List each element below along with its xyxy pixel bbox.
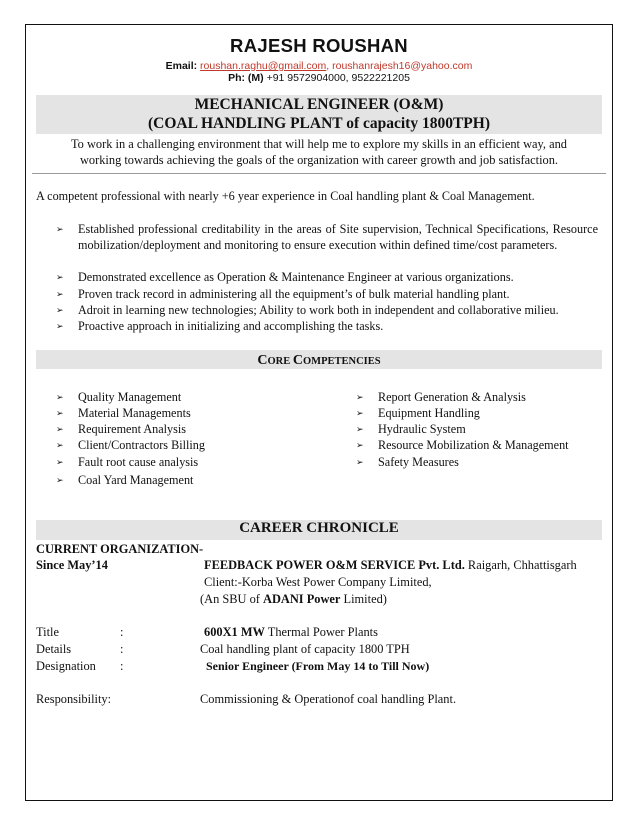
divider [32, 173, 606, 174]
title-line-1: MECHANICAL ENGINEER (O&M) [194, 96, 444, 113]
responsibility-label: Responsibility: [36, 692, 112, 706]
title-colon: : [120, 625, 124, 639]
candidate-name: RAJESH ROUSHAN [230, 35, 408, 56]
email-secondary[interactable]: roushanrajesh16@yahoo.com [332, 60, 473, 72]
competency-item: ➢ Equipment Handling [356, 406, 480, 420]
arrow-bullet-icon: ➢ [56, 458, 64, 468]
competency-item: ➢ Resource Mobilization & Management [356, 438, 569, 452]
arrow-bullet-icon: ➢ [56, 476, 64, 486]
phone-line [26, 72, 612, 84]
title-label: Title [36, 625, 59, 639]
email-label: Email: [165, 60, 198, 72]
current-org-label: CURRENT ORGANIZATION- [36, 542, 204, 556]
arrow-bullet-icon: ➢ [356, 441, 364, 451]
details-colon: : [120, 642, 124, 656]
client-line: Client:-Korba West Power Company Limited, [204, 575, 432, 589]
competency-item: ➢ Fault root cause analysis [56, 455, 199, 469]
summary-bullet-text: Demonstrated excellence as Operation & Maintenance Engineer at various organizations. [78, 270, 514, 284]
arrow-bullet-icon: ➢ [56, 393, 64, 403]
details-label: Details [36, 642, 72, 656]
arrow-bullet-icon: ➢ [356, 409, 364, 419]
arrow-bullet-icon: ➢ [56, 306, 64, 316]
arrow-bullet-icon: ➢ [56, 322, 64, 332]
summary-intro: A competent professional with nearly +6 year experience in Coal handling plant & Coal Management. [36, 189, 535, 203]
summary-bullet [56, 303, 559, 318]
arrow-bullet-icon: ➢ [56, 273, 64, 283]
email-primary-link[interactable]: roushan.raghu@gmail.com [200, 60, 327, 72]
competency-item: ➢ Coal Yard Management [56, 473, 194, 487]
company-location: Raigarh, Chhattisgarh [464, 558, 577, 572]
arrow-bullet-icon: ➢ [56, 425, 64, 435]
competency-item: ➢ Hydraulic System [356, 422, 466, 436]
summary-bullet [56, 287, 510, 302]
arrow-bullet-icon: ➢ [356, 425, 364, 435]
arrow-bullet-icon: ➢ [356, 393, 364, 403]
competency-item: ➢ Report Generation & Analysis [356, 390, 526, 404]
sbu-line: (An SBU of ADANI Power Limited) [200, 592, 387, 606]
summary-bullet [56, 270, 514, 285]
arrow-bullet-icon: ➢ [56, 441, 64, 451]
resume-page [25, 24, 613, 801]
career-title: CAREER CHRONICLE [239, 520, 399, 536]
email-separator: , [326, 60, 330, 72]
responsibility-value: Commissioning & Operationof coal handling Plant. [200, 692, 457, 706]
summary-bullet-text: Proven track record in administering all the equipment’s of bulk material handling plant. [78, 287, 510, 301]
competency-item: ➢ Material Managements [56, 406, 191, 420]
designation-label: Designation [36, 659, 96, 673]
competency-item: ➢ Client/Contractors Billing [56, 438, 205, 452]
competency-item: ➢ Requirement Analysis [56, 422, 186, 436]
arrow-bullet-icon: ➢ [56, 225, 64, 235]
core-competencies-title: CORE COMPETENCIES [257, 353, 381, 368]
objective-line-2: working towards achieving the goals of the organization with career growth and job satisfaction. [79, 153, 559, 167]
title-value: 600X1 MW Thermal Power Plants [204, 625, 378, 639]
since-date: Since May’14 [36, 558, 108, 572]
company-line [204, 558, 577, 573]
phone-label: Ph: (M) [228, 72, 264, 84]
arrow-bullet-icon: ➢ [56, 409, 64, 419]
competency-item: ➢ Quality Management [56, 390, 182, 404]
arrow-bullet-icon: ➢ [356, 458, 364, 468]
email-line [26, 60, 612, 72]
designation-value: Senior Engineer (From May 14 to Till Now) [206, 659, 430, 673]
arrow-bullet-icon: ➢ [56, 290, 64, 300]
details-value: Coal handling plant of capacity 1800 TPH [200, 642, 410, 656]
company-name: FEEDBACK POWER O&M SERVICE Pvt. Ltd. [204, 558, 465, 572]
title-line-2: (COAL HANDLING PLANT of capacity 1800TPH) [147, 115, 490, 132]
designation-colon: : [120, 659, 124, 673]
summary-bullet-text: Established professional creditability in the areas of Site supervision, Technical Specifications, Resource mobilization/deployment and monitoring to ensure execution within defined time/cost parameters. [78, 222, 598, 252]
phone-numbers: +91 9572904000, 9522221205 [266, 72, 410, 84]
summary-bullet-text: Adroit in learning new technologies; Ability to work both in independent and collaborative milieu. [78, 303, 559, 317]
summary-bullet [56, 319, 383, 334]
summary-bullet-text: Proactive approach in initializing and accomplishing the tasks. [78, 319, 384, 333]
objective-line-1: To work in a challenging environment that will help me to explore my skills in an efficient way, and [70, 137, 567, 151]
competency-item: ➢ Safety Measures [356, 455, 459, 469]
